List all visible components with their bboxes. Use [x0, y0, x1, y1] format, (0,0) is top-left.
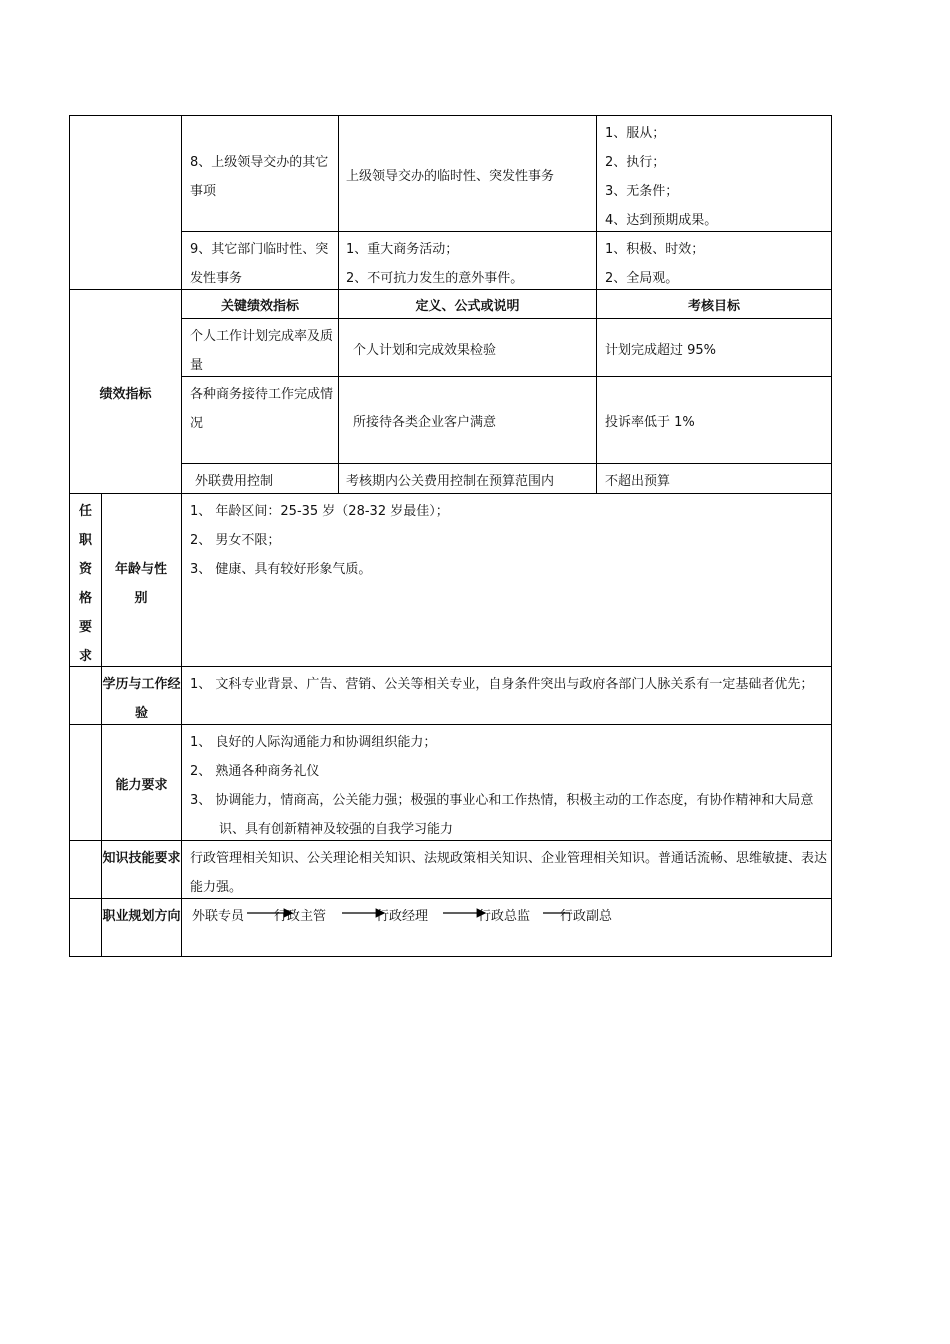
age-gender-label: 年龄与性别 — [114, 562, 167, 606]
education-label: 学历与工作经验 — [102, 677, 181, 721]
career-label: 职业规划方向 — [102, 909, 181, 924]
career-step: 行政经理 — [376, 909, 429, 924]
career-step: 行政副总 — [560, 909, 613, 924]
ability-content: 1、 良好的人际沟通能力和协调组织能力； 2、 熟通各种商务礼仪 3、 协调能力，情商高，公关能力强；极强的事业心和工作热情，积极主动的工作态度，有协作精神和大局意识、具有创新精神及较强的自我学习能力 — [190, 735, 814, 837]
knowledge-content: 行政管理相关知识、公关理论相关知识、法规政策相关知识、企业管理相关知识。普通话流畅、思维敏捷、表达能力强。 — [190, 851, 828, 895]
duty-9-desc: 1、重大商务活动； 2、不可抗力发生的意外事件。 — [346, 242, 524, 286]
ability-label: 能力要求 — [115, 778, 168, 793]
career-step: 行政主管 — [274, 909, 327, 924]
kpi-row-3-definition: 考核期内公关费用控制在预算范围内 — [346, 474, 555, 489]
kpi-header-definition: 定义、公式或说明 — [415, 299, 520, 314]
kpi-row-2-definition: 所接待各类企业客户满意 — [353, 415, 497, 430]
duty-8-name: 8、上级领导交办的其它事项 — [190, 155, 329, 199]
kpi-row-1-indicator: 个人工作计划完成率及质量 — [190, 329, 334, 373]
duty-8-desc: 上级领导交办的临时性、突发性事务 — [346, 169, 555, 184]
kpi-row-2-indicator: 各种商务接待工作完成情况 — [190, 387, 334, 431]
duty-9-goals: 1、积极、时效； 2、全局观。 — [605, 242, 705, 286]
career-step: 外联专员 — [192, 909, 245, 924]
kpi-row-3-indicator: 外联费用控制 — [195, 474, 274, 489]
duty-8-goals: 1、服从； 2、执行； 3、无条件； 4、达到预期成果。 — [605, 126, 718, 228]
career-step: 行政总监 — [478, 909, 531, 924]
kpi-header-target: 考核目标 — [687, 299, 740, 314]
age-gender-content: 1、 年龄区间：25-35 岁（28-32 岁最佳）； 2、 男女不限； 3、 健康、具有较好形象气质。 — [190, 504, 449, 577]
kpi-row-3-target: 不超出预算 — [605, 474, 671, 489]
qualification-section-label: 任 职 资 格 要 求 — [78, 504, 92, 664]
kpi-row-1-target: 计划完成超过 95% — [605, 343, 717, 358]
kpi-row-2-target: 投诉率低于 1% — [605, 415, 695, 430]
knowledge-label: 知识技能要求 — [102, 851, 181, 866]
education-content: 1、 文科专业背景、广告、营销、公关等相关专业，自身条件突出与政府各部门人脉关系有一定基础者优先； — [190, 677, 814, 692]
kpi-section-label: 绩效指标 — [99, 387, 152, 402]
kpi-header-indicator: 关键绩效指标 — [220, 299, 299, 314]
duty-9-name: 9、其它部门临时性、突发性事务 — [190, 242, 329, 286]
kpi-row-1-definition: 个人计划和完成效果检验 — [353, 343, 497, 358]
